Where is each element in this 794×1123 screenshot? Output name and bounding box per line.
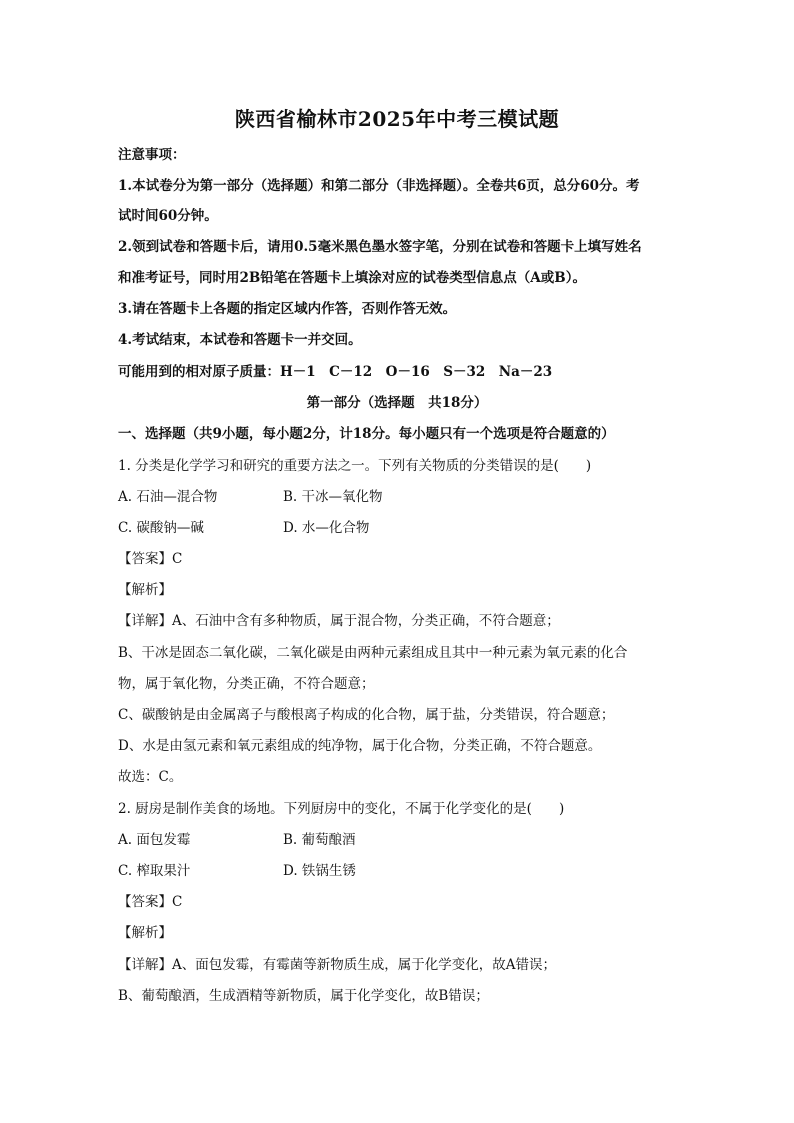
question-1-detail-3: C、碳酸钠是由金属离子与酸根离子构成的化合物，属于盐，分类错误，符合题意； bbox=[118, 707, 615, 723]
question-1-conclusion: 故选：C。 bbox=[118, 769, 183, 785]
question-1-detail-1: 【详解】A、石油中含有多种物质，属于混合物，分类正确，不符合题意； bbox=[118, 613, 560, 629]
question-1-option-a: A. 石油—混合物 bbox=[118, 489, 218, 505]
question-2-answer: 【答案】C bbox=[118, 894, 183, 910]
question-2-option-b: B. 葡萄酿酒 bbox=[283, 832, 356, 848]
question-2-detail-1: 【详解】A、面包发霉，有霉菌等新物质生成，属于化学变化，故A错误； bbox=[118, 957, 556, 973]
question-2-option-c: C. 榨取果汁 bbox=[118, 863, 191, 879]
question-1-detail-4: D、水是由氢元素和氧元素组成的纯净物，属于化合物，分类正确，不符合题意。 bbox=[118, 738, 602, 754]
question-1-option-c: C. 碳酸钠—碱 bbox=[118, 520, 204, 536]
question-1-answer: 【答案】C bbox=[118, 551, 183, 567]
question-1-detail-2-line-1: B、干冰是固态二氧化碳，二氧化碳是由两种元素组成且其中一种元素为氧元素的化合 bbox=[118, 645, 628, 661]
question-2-analysis-label: 【解析】 bbox=[118, 925, 172, 941]
notice-item-4: 4.考试结束，本试卷和答题卡一并交回。 bbox=[118, 332, 362, 348]
question-1-detail-2-line-2: 物，属于氧化物，分类正确，不符合题意； bbox=[118, 676, 375, 692]
notice-heading: 注意事项： bbox=[118, 147, 186, 163]
notice-item-3: 3.请在答题卡上各题的指定区域内作答，否则作答无效。 bbox=[118, 301, 457, 317]
question-1-stem: 1. 分类是化学学习和研究的重要方法之一。下列有关物质的分类错误的是( ) bbox=[118, 458, 592, 474]
question-1-analysis-label: 【解析】 bbox=[118, 582, 172, 598]
atomic-masses: 可能用到的相对原子质量：H－1 C－12 O－16 S－32 Na－23 bbox=[118, 364, 553, 380]
notice-item-1-line-2: 试时间60分钟。 bbox=[118, 208, 218, 224]
question-1-option-d: D. 水—化合物 bbox=[283, 520, 370, 536]
question-2-stem: 2. 厨房是制作美食的场地。下列厨房中的变化，不属于化学变化的是( ) bbox=[118, 801, 565, 817]
question-2-option-d: D. 铁锅生锈 bbox=[283, 863, 356, 879]
question-2-detail-2: B、葡萄酿酒，生成酒精等新物质，属于化学变化，故B错误； bbox=[118, 988, 489, 1004]
notice-item-1-line-1: 1.本试卷分为第一部分（选择题）和第二部分（非选择题）。全卷共6页，总分60分。考 bbox=[118, 178, 640, 194]
question-2-option-a: A. 面包发霉 bbox=[118, 832, 191, 848]
question-1-option-b: B. 干冰—氧化物 bbox=[283, 489, 383, 505]
section-heading: 一、选择题（共9小题，每小题2分，计18分。每小题只有一个选项是符合题意的） bbox=[118, 426, 615, 442]
notice-item-2-line-1: 2.领到试卷和答题卡后，请用0.5毫米黑色墨水签字笔，分别在试卷和答题卡上填写姓名 bbox=[118, 239, 642, 255]
part1-heading: 第一部分（选择题 共18分） bbox=[306, 395, 488, 411]
page-title: 陕西省榆林市2025年中考三模试题 bbox=[234, 107, 560, 131]
notice-item-2-line-2: 和准考证号，同时用2B铅笔在答题卡上填涂对应的试卷类型信息点（A或B）。 bbox=[118, 270, 586, 286]
